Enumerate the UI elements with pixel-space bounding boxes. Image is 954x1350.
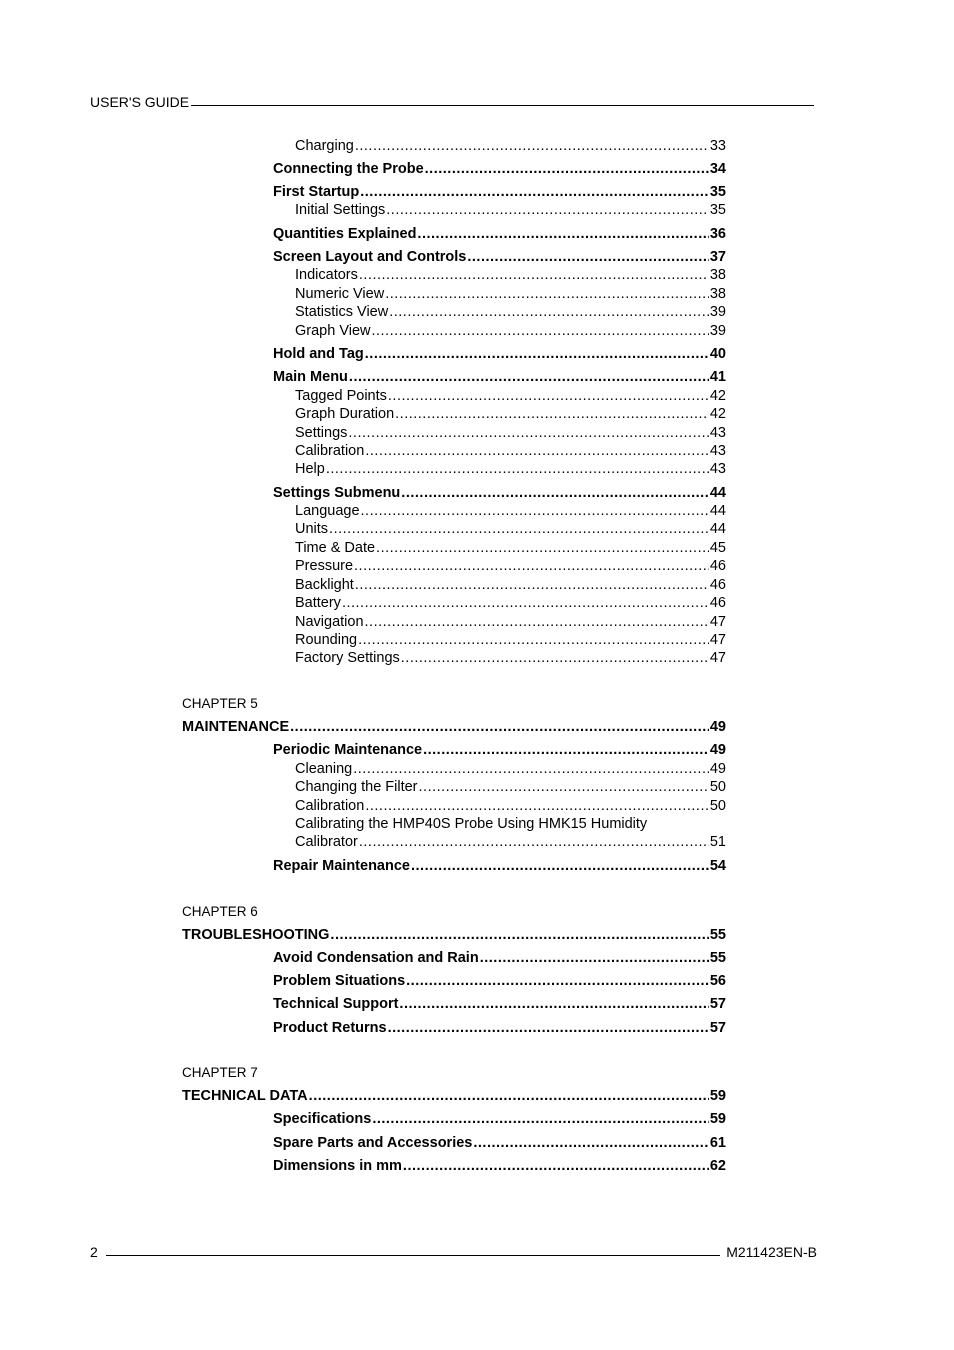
toc-entry-page: 62 — [709, 1158, 726, 1174]
toc-entry-page: 56 — [709, 973, 726, 989]
toc-entry[interactable] — [295, 576, 726, 594]
toc-entry[interactable] — [295, 201, 726, 219]
toc-entry-label: Problem Situations — [273, 973, 406, 989]
toc-leader-dots — [389, 303, 709, 321]
toc-leader-dots — [419, 778, 709, 796]
toc-entry[interactable] — [295, 797, 726, 815]
toc-leader-dots — [358, 631, 709, 649]
toc-entry-label: Settings Submenu — [273, 485, 401, 501]
toc-entry-label: TECHNICAL DATA — [182, 1088, 308, 1104]
header-title: USER'S GUIDE — [90, 94, 190, 110]
toc-entry[interactable] — [295, 557, 726, 575]
toc-entry-label: Settings — [295, 425, 348, 441]
toc-entry-label: Factory Settings — [295, 650, 400, 666]
toc-entry-label: Avoid Condensation and Rain — [273, 950, 479, 966]
toc-entry[interactable] — [182, 718, 726, 736]
toc-leader-dots — [355, 137, 709, 155]
toc-entry-page: 39 — [709, 323, 726, 339]
toc-entry-page: 51 — [709, 834, 726, 850]
toc-entry-label: Cleaning — [295, 761, 353, 777]
toc-leader-dots — [372, 1110, 709, 1128]
toc-leader-dots — [395, 405, 709, 423]
toc-leader-dots — [354, 557, 709, 575]
toc-entry[interactable] — [273, 857, 726, 875]
toc-entry-page: 35 — [709, 202, 726, 218]
toc-entry-page: 61 — [709, 1135, 726, 1151]
toc-entry[interactable] — [295, 778, 726, 796]
toc-entry-page: 37 — [709, 249, 726, 265]
toc-entry-page: 59 — [709, 1088, 726, 1104]
footer-rule — [106, 1255, 720, 1256]
toc-entry[interactable] — [273, 368, 726, 386]
toc-leader-dots — [365, 442, 709, 460]
toc-entry[interactable] — [295, 303, 726, 321]
toc-entry-label: Units — [295, 521, 329, 537]
toc-entry-label: Charging — [295, 138, 354, 154]
toc-entry[interactable] — [295, 442, 726, 460]
toc-entry[interactable] — [182, 926, 726, 944]
toc-entry[interactable] — [273, 248, 726, 266]
toc-leader-dots — [403, 1157, 709, 1175]
toc-entry[interactable] — [273, 1134, 726, 1152]
toc-leader-dots — [329, 520, 709, 538]
toc-entry-page: 54 — [709, 858, 726, 874]
toc-entry-label: Technical Support — [273, 996, 399, 1012]
toc-entry-label: Screen Layout and Controls — [273, 249, 467, 265]
toc-entry-label: Spare Parts and Accessories — [273, 1135, 473, 1151]
toc-entry[interactable] — [295, 539, 726, 557]
page-footer — [90, 1240, 817, 1260]
toc-entry[interactable] — [273, 741, 726, 759]
toc-leader-dots — [388, 387, 709, 405]
toc-entry-label: Language — [295, 503, 360, 519]
toc-entry[interactable] — [295, 520, 726, 538]
toc-entry[interactable] — [273, 995, 726, 1013]
toc-entry[interactable] — [295, 760, 726, 778]
toc-entry[interactable] — [273, 484, 726, 502]
toc-entry-page: 45 — [709, 540, 726, 556]
toc-leader-dots — [376, 539, 709, 557]
toc-entry-label: Hold and Tag — [273, 346, 364, 362]
toc-entry-label: Tagged Points — [295, 388, 387, 404]
toc-entry[interactable] — [295, 405, 726, 423]
toc-entry-page: 43 — [709, 461, 726, 477]
toc-leader-dots — [386, 201, 709, 219]
toc-leader-dots — [365, 613, 709, 631]
toc-entry[interactable] — [273, 1110, 726, 1128]
toc-leader-dots — [411, 857, 709, 875]
toc-entry-page: 47 — [709, 632, 726, 648]
toc-leader-dots — [326, 460, 709, 478]
toc-entry-label: Product Returns — [273, 1020, 387, 1036]
toc-entry[interactable] — [273, 1157, 726, 1175]
toc-leader-dots — [385, 285, 709, 303]
toc-entry[interactable] — [273, 225, 726, 243]
toc-entry-page: 41 — [709, 369, 726, 385]
toc-leader-dots — [425, 160, 709, 178]
toc-leader-dots — [372, 322, 709, 340]
toc-entry-page: 49 — [709, 761, 726, 777]
toc-entry-label: Navigation — [295, 614, 364, 630]
toc-entry-page: 43 — [709, 425, 726, 441]
toc-leader-dots — [348, 424, 708, 442]
toc-entry-page: 34 — [709, 161, 726, 177]
toc-entry-page: 38 — [709, 286, 726, 302]
toc-entry-page: 50 — [709, 798, 726, 814]
toc-entry[interactable] — [273, 345, 726, 363]
chapter-label: CHAPTER 6 — [182, 904, 258, 919]
toc-entry-page: 43 — [709, 443, 726, 459]
toc-entry-label: Graph View — [295, 323, 371, 339]
toc-leader-dots — [365, 797, 709, 815]
toc-entry[interactable] — [295, 502, 726, 520]
toc-entry-label: Main Menu — [273, 369, 348, 385]
toc-leader-dots — [401, 649, 709, 667]
toc-entry[interactable] — [273, 1019, 726, 1037]
toc-leader-dots — [309, 1087, 709, 1105]
toc-leader-dots — [401, 484, 709, 502]
toc-leader-dots — [355, 576, 709, 594]
toc-leader-dots — [423, 741, 709, 759]
toc-leader-dots — [480, 949, 709, 967]
toc-entry-page: 44 — [709, 485, 726, 501]
toc-entry-label: Calibration — [295, 798, 365, 814]
toc-entry-page: 57 — [709, 996, 726, 1012]
toc-entry-label: Calibrator — [295, 834, 358, 850]
page-number: 2 — [90, 1244, 98, 1260]
toc-entry-label: MAINTENANCE — [182, 719, 290, 735]
toc-entry-label: Graph Duration — [295, 406, 395, 422]
document-code: M211423EN-B — [726, 1244, 817, 1260]
toc-leader-dots — [359, 266, 709, 284]
toc-entry[interactable] — [295, 266, 726, 284]
toc-entry-page: 46 — [709, 558, 726, 574]
toc-entry-page: 39 — [709, 304, 726, 320]
toc-entry-page: 47 — [709, 650, 726, 666]
toc-entry-label: Initial Settings — [295, 202, 386, 218]
toc-entry-label: TROUBLESHOOTING — [182, 927, 330, 943]
toc-entry-page: 38 — [709, 267, 726, 283]
toc-entry-page: 50 — [709, 779, 726, 795]
toc-entry-page: 35 — [709, 184, 726, 200]
toc-entry[interactable] — [182, 1087, 726, 1105]
toc-entry-page: 46 — [709, 577, 726, 593]
toc-leader-dots — [359, 833, 709, 851]
toc-entry-page: 44 — [709, 503, 726, 519]
chapter-label: CHAPTER 7 — [182, 1065, 258, 1080]
toc-entry-page: 44 — [709, 521, 726, 537]
toc-entry[interactable] — [273, 949, 726, 967]
toc-entry[interactable] — [295, 387, 726, 405]
toc-entry-page: 36 — [709, 226, 726, 242]
toc-entry[interactable] — [295, 594, 726, 612]
toc-entry-label: Dimensions in mm — [273, 1158, 402, 1174]
toc-leader-dots — [399, 995, 708, 1013]
toc-entry-page: 42 — [709, 406, 726, 422]
toc-entry-page: 57 — [709, 1020, 726, 1036]
toc-leader-dots — [349, 368, 709, 386]
toc-entry-label: Indicators — [295, 267, 358, 283]
toc-leader-dots — [290, 718, 709, 736]
toc-entry[interactable] — [273, 160, 726, 178]
toc-leader-dots — [406, 972, 709, 990]
toc-leader-dots — [473, 1134, 709, 1152]
toc-leader-dots — [361, 502, 709, 520]
toc-entry-wrapped-line: Calibrating the HMP40S Probe Using HMK15 Humidity — [295, 816, 648, 832]
toc-leader-dots — [417, 225, 708, 243]
toc-entry-label: Backlight — [295, 577, 354, 593]
toc-entry-label: Time & Date — [295, 540, 376, 556]
chapter-label: CHAPTER 5 — [182, 696, 258, 711]
toc-entry[interactable] — [273, 183, 726, 201]
toc-leader-dots — [388, 1019, 709, 1037]
toc-entry-label: Pressure — [295, 558, 354, 574]
toc-entry-label: Battery — [295, 595, 341, 611]
toc-entry-label: Quantities Explained — [273, 226, 417, 242]
toc-entry-label: First Startup — [273, 184, 360, 200]
toc-entry-page: 59 — [709, 1111, 726, 1127]
toc-entry-page: 55 — [709, 927, 726, 943]
toc-entry-label: Calibration — [295, 443, 365, 459]
toc-leader-dots — [353, 760, 709, 778]
toc-entry-label: Periodic Maintenance — [273, 742, 423, 758]
toc-entry[interactable] — [273, 972, 726, 990]
toc-entry-label: Rounding — [295, 632, 358, 648]
toc-entry-page: 46 — [709, 595, 726, 611]
toc-entry[interactable] — [295, 137, 726, 155]
toc-leader-dots — [365, 345, 709, 363]
toc-leader-dots — [330, 926, 708, 944]
toc-entry-label: Changing the Filter — [295, 779, 418, 795]
toc-entry[interactable] — [295, 833, 726, 851]
toc-entry[interactable] — [295, 322, 726, 340]
toc-entry-page: 33 — [709, 138, 726, 154]
toc-entry-label: Help — [295, 461, 325, 477]
toc-entry-page: 49 — [709, 742, 726, 758]
toc-entry[interactable] — [295, 460, 726, 478]
toc-entry-page: 55 — [709, 950, 726, 966]
toc-entry-label: Connecting the Probe — [273, 161, 424, 177]
toc-leader-dots — [467, 248, 708, 266]
toc-entry[interactable] — [295, 424, 726, 442]
toc-entry-label: Specifications — [273, 1111, 372, 1127]
toc-entry[interactable] — [295, 613, 726, 631]
toc-entry-label: Repair Maintenance — [273, 858, 410, 874]
toc-entry-page: 47 — [709, 614, 726, 630]
toc-entry[interactable] — [295, 285, 726, 303]
toc-entry[interactable] — [295, 631, 726, 649]
toc-entry-page: 49 — [709, 719, 726, 735]
toc-entry-page: 42 — [709, 388, 726, 404]
toc-entry-page: 40 — [709, 346, 726, 362]
toc-entry[interactable] — [295, 649, 726, 667]
toc-entry-label: Statistics View — [295, 304, 389, 320]
toc-leader-dots — [360, 183, 709, 201]
toc-leader-dots — [342, 594, 709, 612]
toc-entry-label: Numeric View — [295, 286, 385, 302]
